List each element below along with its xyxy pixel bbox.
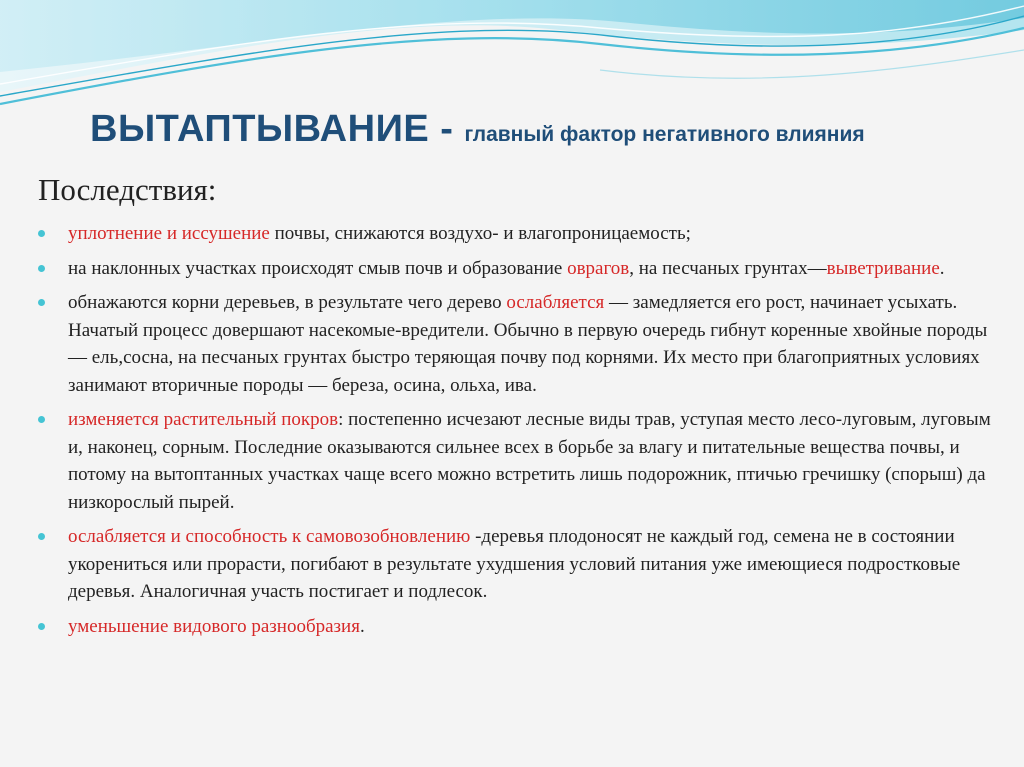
highlight-text: выветривание xyxy=(826,257,940,279)
highlight-text: уменьшение видового разнообразия xyxy=(68,615,360,637)
title-subtitle: главный фактор негативного влияния xyxy=(464,123,865,146)
highlight-text: изменяется растительный покров xyxy=(68,409,339,430)
highlight-text: ослабляется xyxy=(506,292,605,313)
bullet-list xyxy=(30,220,1002,647)
bullet-item xyxy=(30,289,1002,399)
bullet-item xyxy=(30,613,1002,641)
bullet-item xyxy=(30,406,1002,516)
highlight-text: ослабляется и способность к самовозобновлению xyxy=(68,526,471,547)
bullet-text: -деревья плодоносят не каждый год, семена не в состоянии укорениться или прорасти, погибают в результате ухудшения условий питания уже имеющиеся подростковые деревья. Аналогичная участь постигает и подлесок. xyxy=(68,526,961,602)
bullet-text: почвы, снижаются воздухо- и влагопроницаемость; xyxy=(269,223,691,244)
decorative-wave xyxy=(0,0,1024,120)
bullet-dot-icon xyxy=(38,230,45,237)
bullet-text: на наклонных участках происходят смыв почв и образование xyxy=(68,257,568,279)
bullet-text: : постепенно исчезают лесные виды трав, уступая место лесо-луговым, луговым и, наконец, сорным. Последние оказываются сильнее всех в борьбе за влагу и питательные вещества почвы, и потому на вытоптанных участках чаще всего можно встретить лишь подорожник, птичью гречишку (спорыш) да низкорослый пырей. xyxy=(68,409,991,513)
title-main: ВЫТАПТЫВАНИЕ xyxy=(90,108,430,150)
title-dash: - xyxy=(429,108,465,150)
bullet-item xyxy=(30,255,1002,283)
bullet-dot-icon xyxy=(38,623,45,630)
bullet-item xyxy=(30,220,1002,248)
bullet-dot-icon xyxy=(38,533,45,540)
section-heading: Последствия: xyxy=(38,172,217,207)
highlight-text: оврагов xyxy=(567,257,630,279)
bullet-text: . xyxy=(939,257,945,279)
bullet-dot-icon xyxy=(38,265,45,272)
highlight-text: уплотнение и иссушение xyxy=(68,223,270,244)
bullet-text: , на песчаных грунтах— xyxy=(629,257,827,279)
slide-title xyxy=(90,108,990,151)
bullet-text: — замедляется его рост, начинает усыхать. Начатый процесс довершают насекомые-вредители. Обычно в первую очередь гибнут коренные хвойные породы — ель,сосна, на песчаных грунтах быстро теряющая почву под корнями. Их место при благоприятных условиях занимают вторичные породы — береза, осина, ольха, ива. xyxy=(68,292,988,396)
bullet-dot-icon xyxy=(38,416,45,423)
bullet-text: обнажаются корни деревьев, в результате чего дерево xyxy=(68,292,507,313)
bullet-item xyxy=(30,523,1002,606)
bullet-text: . xyxy=(359,615,365,637)
bullet-dot-icon xyxy=(38,299,45,306)
